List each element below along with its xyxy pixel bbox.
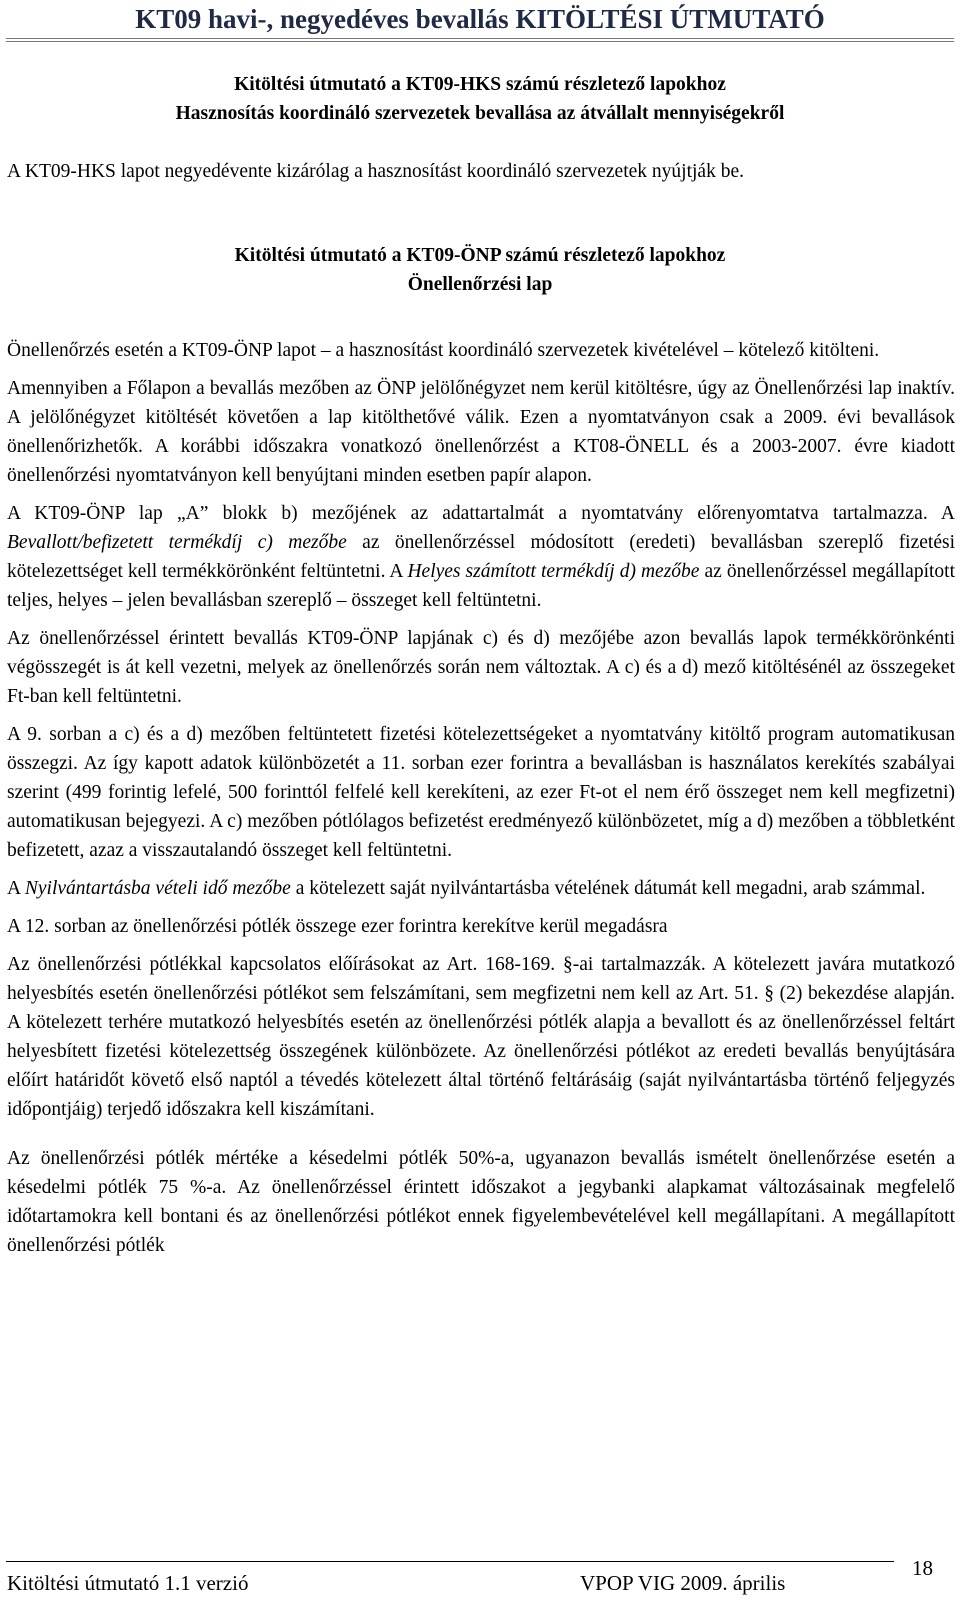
onp-paragraph-2: Amennyiben a Főlapon a bevallás mezőben az ÖNP jelölőnégyzet nem kerül kitöltésre, úgy az Önellenőrzési lap inaktív. A jelölőnégyzet kitöltését követően a lap kitölthetővé válik. Ezen a nyomtatványon csak a 2009. évi bevallások önellenőrizhetők. A korábbi időszakra vonatkozó önellenőrzést a KT08-ÖNELL és a 2003-2007. évre kiadott önellenőrzési nyomtatványon kell benyújtani minden esetben papír alapon.: [7, 378, 955, 486]
hks-heading-line1: Kitöltési útmutató a KT09-HKS számú részletező lapokhoz: [234, 74, 726, 95]
header-rule: [6, 38, 954, 39]
hks-heading-line2: Hasznosítás koordináló szervezetek bevallása az átvállalt mennyiségekről: [175, 103, 785, 124]
onp-p6-text-a: A: [7, 878, 25, 899]
page-number: 18: [912, 1556, 933, 1580]
onp-paragraph-5: A 9. sorban a c) és a d) mezőben feltüntetett fizetési kötelezettségeket a nyomtatvány kitöltő program automatikusan összegzi. Az így kapott adatok különbözetét a 11. sorban ezer forintra a bevallásban is használatos kerekítés szabályai szerint (499 forintig lefelé, 500 forinttól felfelé kell kerekíteni, az ezer Ft-ot el nem érő összeget nem kell megfizetni) automatikusan bejegyezi. A c) mezőben pótlólagos befizetést eredményező különbözetet, míg a d) mezőben a többletként befizetett, azaz a visszautalandó összeget kell feltüntetni.: [7, 724, 955, 861]
onp-p3-field-d: Helyes számított termékdíj d) mezőbe: [407, 561, 700, 582]
onp-paragraph-6: [7, 874, 955, 903]
onp-paragraph-9: Az önellenőrzési pótlék mértéke a késedelmi pótlék 50%-a, ugyanazon bevallás ismételt önellenőrzése esetén a késedelmi pótlék 75 %-a. Az önellenőrzéssel érintett időszakot a jegybanki alapkamat változásainak megfelelő időtartamokra kell bontani és az önellenőrzési pótlékot ennek figyelembevételével kell megállapítani. A megállapított önellenőrzési pótlék: [7, 1148, 955, 1256]
onp-paragraph-4: Az önellenőrzéssel érintett bevallás KT09-ÖNP lapjának c) és d) mezőjébe azon bevallás lapok termékkörönkénti végösszegét is át kell vezetni, melyek az önellenőrzés során nem változtak. A c) és a d) mező kitöltésénél az összegeket Ft-ban kell feltüntetni.: [7, 628, 955, 707]
onp-p6-field: Nyilvántartásba vételi idő mezőbe: [24, 878, 291, 899]
onp-p3-text-c: az önellenőrzéssel módosított (eredeti) bevallásban szereplő fizetési kötelezettséget kell termékkörönként feltüntetni. A: [7, 532, 955, 582]
hks-paragraph-block: [7, 157, 955, 186]
onp-p6-text-c: a kötelezett saját nyilvántartásba vételének dátumát kell megadni, arab számmal.: [290, 878, 926, 899]
onp-p3-text-e: az önellenőrzéssel megállapított teljes, helyes – jelen bevallásban szereplő – összeget kell feltüntetni.: [7, 561, 955, 611]
onp-heading-line1: Kitöltési útmutató a KT09-ÖNP számú részletező lapokhoz: [234, 245, 726, 266]
onp-paragraph-3: [7, 499, 955, 615]
page-header-title: KT09 havi-, negyedéves bevallás KITÖLTÉSI ÚTMUTATÓ: [135, 4, 825, 34]
onp-p3-field-c: Bevallott/befizetett termékdíj c) mezőbe: [7, 532, 347, 553]
onp-p3-text-a: A KT09-ÖNP lap „A” blokk b) mezőjének az adattartalmát a nyomtatvány előrenyomtatva tartalmazza. A: [7, 503, 955, 524]
onp-body: [7, 336, 955, 1260]
hks-paragraph: A KT09-HKS lapot negyedévente kizárólag a hasznosítást koordináló szervezetek nyújtják be.: [7, 161, 744, 182]
onp-section-heading: [0, 241, 960, 299]
header-rule-double: [6, 41, 954, 42]
footer-version: Kitöltési útmutató 1.1 verzió: [7, 1571, 249, 1595]
hks-section-heading: [0, 70, 960, 128]
onp-paragraph-7: A 12. sorban az önellenőrzési pótlék összege ezer forintra kerekítve kerül megadásra: [7, 916, 668, 937]
footer-rule: [6, 1561, 894, 1562]
footer-issuer-date: VPOP VIG 2009. április: [580, 1571, 786, 1595]
onp-paragraph-1: Önellenőrzés esetén a KT09-ÖNP lapot – a hasznosítást koordináló szervezetek kivételével – kötelező kitölteni.: [7, 340, 880, 361]
onp-paragraph-8: Az önellenőrzési pótlékkal kapcsolatos előírásokat az Art. 168-169. §-ai tartalmazzák. A kötelezett javára mutatkozó helyesbítés esetén önellenőrzési pótlékot sem felszámítani, sem megfizetni nem kell az Art. 51. § (2) bekezdése alapján. A kötelezett terhére mutatkozó helyesbítés esetén az önellenőrzési pótlék alapja a bevallott és az önellenőrzéssel feltárt helyesbített fizetési kötelezettség összegének különbözete. Az önellenőrzési pótlékot az eredeti bevallás benyújtására előírt határidőt követő első naptól a tévedés kötelezett által történő feltárásáig (saját nyilvántartásba történő feljegyzés időpontjáig) terjedő időszakra kell kiszámítani.: [7, 954, 955, 1120]
onp-heading-line2: Önellenőrzési lap: [407, 274, 553, 295]
